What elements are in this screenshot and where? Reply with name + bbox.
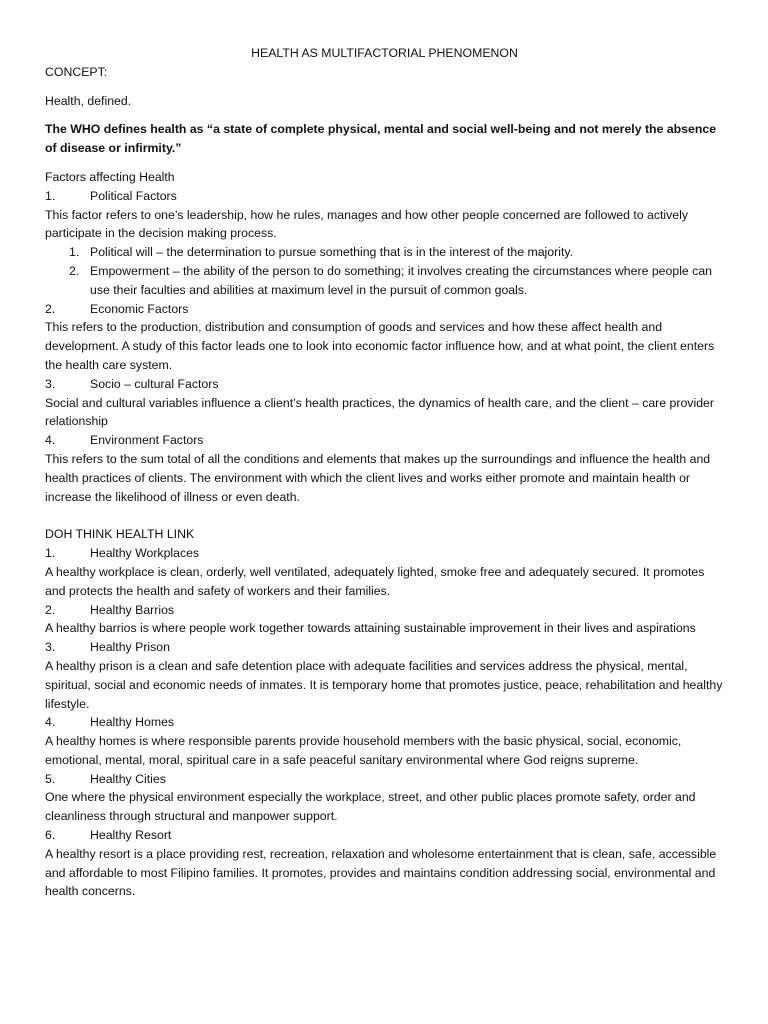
- doh-item-description: A healthy prison is a clean and safe detention place with adequate facilities and services address the physical, mental, spiritual, social and economic needs of inmates. It is temporary home that promotes justice, peace, rehabilitation and healthy lifestyle.: [45, 658, 723, 711]
- doh-item-description: A healthy resort is a place providing rest, recreation, relaxation and wholesome entertainment that is clean, safe, accessible and affordable to most Filipino families. It promotes, provides and maintains condition addressing social, environmental and health concerns.: [45, 846, 717, 899]
- doh-item-name: Healthy Prison: [90, 640, 170, 655]
- factor-name: Environment Factors: [90, 433, 204, 448]
- factor-subitem: [45, 243, 724, 262]
- document-title: HEALTH AS MULTIFACTORIAL PHENOMENON: [251, 46, 518, 60]
- doh-item-heading: [45, 713, 724, 732]
- factor-number: 4.: [45, 433, 56, 448]
- doh-item-number: 6.: [45, 828, 56, 843]
- factor-heading: [45, 187, 724, 206]
- doh-item-description: A healthy workplace is clean, orderly, well ventilated, adequately lighted, smoke free and adequately secured. It promotes and protects the health and safety of workers and their families.: [45, 564, 705, 598]
- doh-item-heading: [45, 601, 724, 620]
- doh-item-heading: [45, 826, 724, 845]
- subitem-number: 2.: [69, 263, 80, 278]
- doh-item-number: 5.: [45, 771, 56, 786]
- who-definition: The WHO defines health as “a state of complete physical, mental and social well-being and not merely the absence of disease or infirmity.”: [45, 122, 717, 156]
- factors-heading: Factors affecting Health: [45, 169, 175, 184]
- doh-item-heading: [45, 638, 724, 657]
- doh-item-number: 2.: [45, 602, 56, 617]
- factor-heading: [45, 375, 724, 394]
- doh-item-number: 3.: [45, 640, 56, 655]
- doh-item-name: Healthy Cities: [90, 771, 166, 786]
- subitem-text: Political will – the determination to pursue something that is in the interest of the majority.: [90, 245, 574, 260]
- factor-name: Socio – cultural Factors: [90, 376, 219, 391]
- health-defined-heading: Health, defined.: [45, 93, 132, 108]
- factor-name: Political Factors: [90, 188, 177, 203]
- doh-item-number: 1.: [45, 546, 56, 561]
- factor-heading: [45, 431, 724, 450]
- doh-item-heading: [45, 770, 724, 789]
- factor-description: This refers to the production, distribution and consumption of goods and services and how these affect health and development. A study of this factor leads one to look into economic factor influence how, and at what point, the client enters the health care system.: [45, 320, 715, 372]
- factor-name: Economic Factors: [90, 301, 189, 316]
- doh-item-number: 4.: [45, 715, 56, 730]
- doh-item-name: Healthy Workplaces: [90, 546, 200, 561]
- factor-subitem: [45, 262, 724, 300]
- subitem-number: 1.: [69, 245, 80, 260]
- doh-item-heading: [45, 544, 724, 563]
- doh-item-description: A healthy homes is where responsible parents provide household members with the basic physical, social, economic, emotional, mental, moral, spiritual care in a safe peaceful sanitary environmental where God reigns supreme.: [45, 734, 682, 767]
- factor-number: 2.: [45, 301, 56, 316]
- factor-description: Social and cultural variables influence a client’s health practices, the dynamics of health care, and the client – care provider relationship: [45, 395, 714, 429]
- factor-description: This refers to the sum total of all the conditions and elements that makes up the surroundings and influence the health and health practices of clients. The environment with which the client lives and works either promote and maintain health or increase the likelihood of illness or even death.: [45, 451, 711, 504]
- factor-number: 3.: [45, 376, 56, 391]
- doh-item-name: Healthy Homes: [90, 715, 175, 730]
- doh-heading: DOH THINK HEALTH LINK: [45, 527, 195, 542]
- doh-item-name: Healthy Barrios: [90, 602, 175, 617]
- factor-heading: [45, 300, 724, 319]
- doh-item-description: A healthy barrios is where people work together towards attaining sustainable improvement in their lives and aspirations: [45, 621, 696, 636]
- concept-label: CONCEPT:: [45, 64, 108, 79]
- factor-description: This factor refers to one’s leadership, how he rules, manages and how other people concerned are followed to actively participate in the decision making process.: [45, 207, 688, 241]
- subitem-text: Empowerment – the ability of the person to do something; it involves creating the circumstances where people can use their faculties and abilities at maximum level in the pursuit of common goals.: [90, 263, 713, 297]
- doh-item-name: Healthy Resort: [90, 828, 172, 843]
- factor-number: 1.: [45, 188, 56, 203]
- doh-item-description: One where the physical environment especially the workplace, street, and other public places promote safety, order and cleanliness through structural and manpower support.: [45, 790, 696, 824]
